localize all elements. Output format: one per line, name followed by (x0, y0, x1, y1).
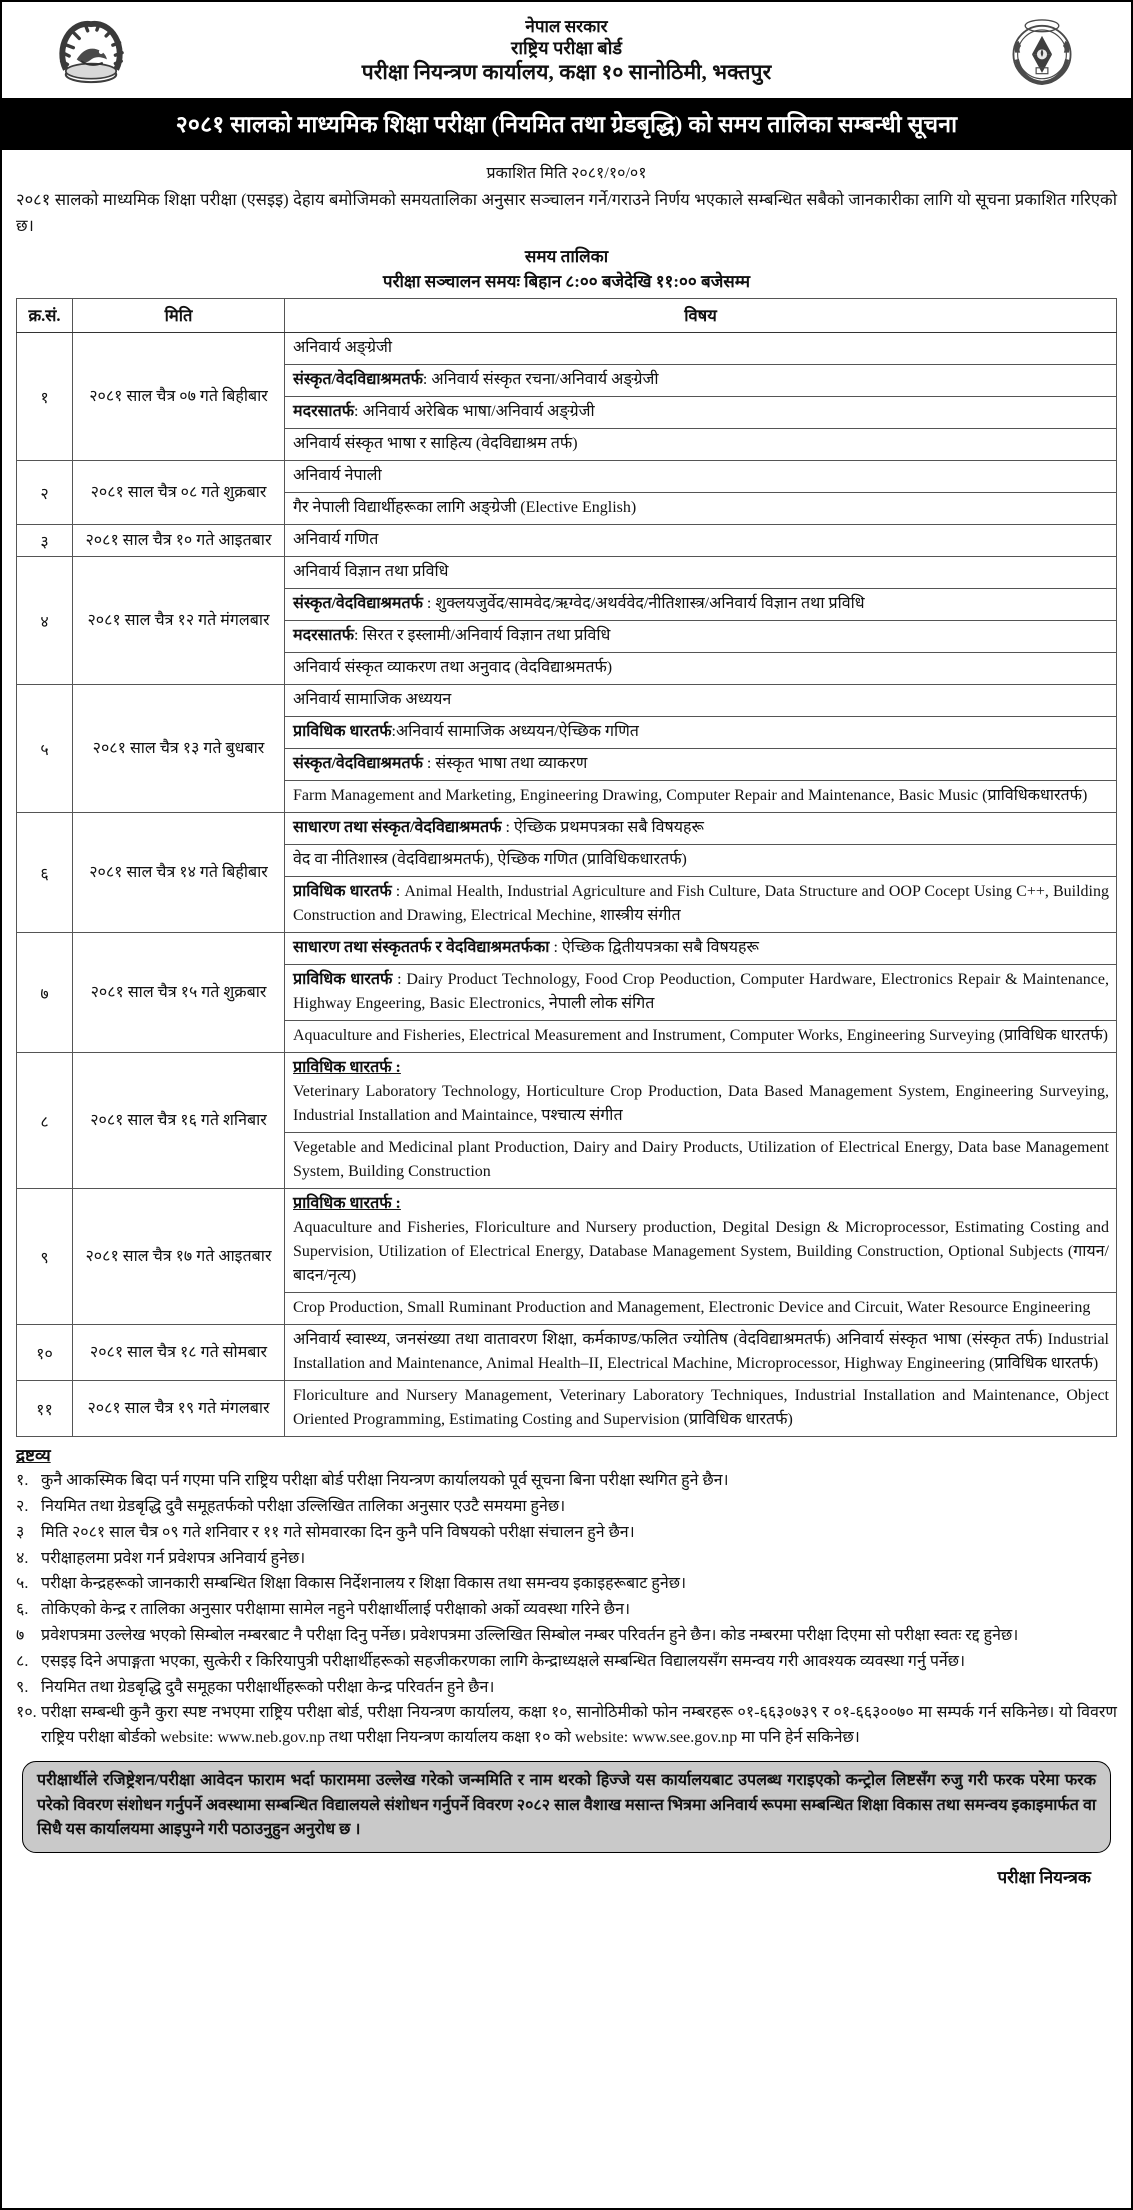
table-row (17, 525, 1117, 557)
subject-stream-label: मदरसातर्फ (293, 403, 355, 421)
cell-exam-date: २०८१ साल चैत्र ०७ गते बिहीबार (73, 333, 285, 461)
note-number: ६. (16, 1601, 29, 1619)
cell-serial-number: ६ (17, 813, 73, 933)
table-row (17, 557, 1117, 589)
cell-subject: संस्कृत/वेदविद्याश्रमतर्फ : शुक्लयजुर्वेद/सामवेद/ऋग्वेद/अथर्ववेद/नीतिशास्त्र/अनिवार्य विज्ञान तथा प्रविधि (285, 589, 1117, 621)
cell-subject: प्राविधिक धारतर्फ : Animal Health, Industrial Agriculture and Fish Culture, Data Structure and OOP Cocept Using C++, Building Construction and Drawing, Electrical Mechine, शास्त्रीय संगीत (285, 877, 1117, 933)
note-text: तोकिएको केन्द्र र तालिका अनुसार परीक्षामा सामेल नहुने परीक्षार्थीलाई परीक्षाको अर्को व्यवस्था गरिने छैन। (41, 1601, 631, 1619)
table-row (17, 1053, 1117, 1133)
note-text: नियमित तथा ग्रेडबृद्धि दुवै समूहतर्फको परीक्षा उल्लिखित तालिका अनुसार एउटै समयमा हुनेछ। (41, 1497, 566, 1515)
note-item (16, 1676, 1117, 1701)
subject-stream-label: संस्कृत/वेदविद्याश्रमतर्फ (293, 371, 423, 389)
notes-section (16, 1443, 1117, 1751)
exam-schedule-table (16, 298, 1117, 1437)
table-row (17, 333, 1117, 365)
note-number: ५. (16, 1575, 29, 1593)
cell-subject: अनिवार्य अङ्ग्रेजी (285, 333, 1117, 365)
cell-exam-date: २०८१ साल चैत्र १४ गते बिहीबार (73, 813, 285, 933)
note-text: प्रवेशपत्रमा उल्लेख भएको सिम्बोल नम्बरबाट नै परीक्षा दिनु पर्नेछ। प्रवेशपत्रमा उल्लिखित सिम्बोल नम्बर परिवर्तन हुने छैन। कोड नम्बरमा परीक्षा दिएमा सो परीक्षा स्वतः रद्द हुनेछ। (41, 1626, 1019, 1644)
note-item (16, 1624, 1117, 1649)
note-item (16, 1495, 1117, 1520)
subject-stream-label: प्राविधिक धारतर्फ : (293, 1059, 401, 1077)
note-text: नियमित तथा ग्रेडबृद्धि दुवै समूहका परीक्षार्थीहरूको परीक्षा केन्द्र परिवर्तन हुने छैन। (41, 1678, 495, 1696)
cell-subject: प्राविधिक धारतर्फ : Veterinary Laboratory Technology, Horticulture Crop Production, Data Based Management System, Engineering Surveying, Industrial Installation and Maintaince, पश्चात्य संगीत (285, 1053, 1117, 1133)
cell-subject: Vegetable and Medicinal plant Production, Dairy and Dairy Products, Utilization of Electrical Energy, Data base Management System, Building Construction (285, 1133, 1117, 1189)
cell-subject: प्राविधिक धारतर्फ:अनिवार्य सामाजिक अध्ययन/ऐच्छिक गणित (285, 717, 1117, 749)
notice-title-bar: २०८१ सालको माध्यमिक शिक्षा परीक्षा (नियमित तथा ग्रेडबृद्धि) को समय तालिका सम्बन्धी सूचना (2, 100, 1131, 150)
cell-serial-number: ४ (17, 557, 73, 685)
table-row (17, 685, 1117, 717)
subject-stream-label: प्राविधिक धारतर्फ (293, 723, 392, 741)
note-item (16, 1547, 1117, 1572)
subject-stream-label: प्राविधिक धारतर्फ (293, 883, 392, 901)
cell-subject: अनिवार्य स्वास्थ्य, जनसंख्या तथा वातावरण शिक्षा, कर्मकाण्ड/फलित ज्योतिष (वेदविद्याश्रमतर्फ) अनिवार्य संस्कृत भाषा (संस्कृत तर्फ) Industrial Installation and Maintenance, Animal Health–II, Electrical Machine, Microprocessor, Highway Engineering (प्राविधिक धारतर्फ) (285, 1325, 1117, 1381)
masthead-text (362, 15, 772, 85)
table-row (17, 1325, 1117, 1381)
note-item (16, 1650, 1117, 1675)
cell-serial-number: ३ (17, 525, 73, 557)
cell-subject: प्राविधिक धारतर्फ : Aquaculture and Fisheries, Floriculture and Nursery production, Degital Design & Microprocessor, Estimating Costing and Supervision, Utilization of Electrical Energy, Database Management System, Building Construction, Optional Subjects (गायन/बादन/नृत्य) (285, 1189, 1117, 1293)
subject-stream-label: प्राविधिक धारतर्फ : (293, 1195, 401, 1213)
cell-subject: अनिवार्य सामाजिक अध्ययन (285, 685, 1117, 717)
note-text: परीक्षा केन्द्रहरूको जानकारी सम्बन्धित शिक्षा विकास निर्देशनालय र शिक्षा विकास तथा समन्वय इकाइहरूबाट हुनेछ। (41, 1575, 687, 1593)
signoff-designation: परीक्षा नियन्त्रक (997, 1868, 1091, 1888)
cell-subject: साधारण तथा संस्कृततर्फ र वेदविद्याश्रमतर्फका : ऐच्छिक द्वितीयपत्रका सबै विषयहरू (285, 933, 1117, 965)
intro-paragraph: २०८१ सालको माध्यमिक शिक्षा परीक्षा (एसइइ) देहाय बमोजिमको समयतालिका अनुसार सञ्चालन गर्ने/गराउने निर्णय भएकाले सम्बन्धित सबैको जानकारीका लागि यो सूचना प्रकाशित गरिएको छ। (16, 190, 1117, 235)
cell-subject: गैर नेपाली विद्यार्थीहरूका लागि अङ्ग्रेजी (Elective English) (285, 493, 1117, 525)
national-examination-board-logo (999, 8, 1085, 94)
cell-subject: Floriculture and Nursery Management, Veterinary Laboratory Techniques, Industrial Installation and Maintenance, Object Oriented Programming, Estimating Costing and Supervision (प्राविधिक धारतर्फ) (285, 1381, 1117, 1437)
subject-stream-label: मदरसातर्फ (293, 627, 355, 645)
cell-exam-date: २०८१ साल चैत्र १२ गते मंगलबार (73, 557, 285, 685)
cell-subject: Crop Production, Small Ruminant Production and Management, Electronic Device and Circuit, Water Resource Engineering (285, 1293, 1117, 1325)
note-number: २. (16, 1497, 29, 1515)
note-number: ८. (16, 1652, 29, 1670)
note-text: एसइइ दिने अपाङ्गता भएका, सुत्केरी र किरियापुत्री परीक्षार्थीहरूको सहजीकरणका लागि केन्द्राध्यक्षले सम्बन्धित विद्यालयसँग समन्वय गरी आवश्यक व्यवस्था गर्नु पर्नेछ। (41, 1652, 966, 1670)
cell-subject: साधारण तथा संस्कृत/वेदविद्याश्रमतर्फ : ऐच्छिक प्रथमपत्रका सबै विषयहरू (285, 813, 1117, 845)
cell-exam-date: २०८१ साल चैत्र १६ गते शनिबार (73, 1053, 285, 1189)
cell-subject: Aquaculture and Fisheries, Electrical Measurement and Instrument, Computer Works, Engineering Surveying (प्राविधिक धारतर्फ) (285, 1021, 1117, 1053)
cell-subject: अनिवार्य विज्ञान तथा प्रविधि (285, 557, 1117, 589)
cell-serial-number: ८ (17, 1053, 73, 1189)
note-text: मिति २०८१ साल चैत्र ०९ गते शनिवार र ११ गते सोमवारका दिन कुनै पनि विषयको परीक्षा संचालन हुने छैन। (41, 1523, 635, 1541)
cell-serial-number: ७ (17, 933, 73, 1053)
cell-exam-date: २०८१ साल चैत्र १५ गते शुक्रबार (73, 933, 285, 1053)
column-header-sn: क्र.सं. (17, 299, 73, 333)
cell-exam-date: २०८१ साल चैत्र १९ गते मंगलबार (73, 1381, 285, 1437)
subject-stream-label: साधारण तथा संस्कृत/वेदविद्याश्रमतर्फ (293, 819, 502, 837)
table-row (17, 461, 1117, 493)
note-number: ३ (16, 1523, 25, 1541)
table-row (17, 1189, 1117, 1293)
cell-serial-number: २ (17, 461, 73, 525)
note-number: १०. (16, 1704, 37, 1722)
published-date: प्रकाशित मिति २०८१/१०/०१ (486, 165, 647, 182)
note-item (16, 1701, 1117, 1751)
cell-subject: अनिवार्य संस्कृत व्याकरण तथा अनुवाद (वेदविद्याश्रमतर्फ) (285, 653, 1117, 685)
column-header-subject: विषय (285, 299, 1117, 333)
government-name: नेपाल सरकार (525, 16, 608, 36)
cell-exam-date: २०८१ साल चैत्र ०८ गते शुक्रबार (73, 461, 285, 525)
note-text: कुनै आकस्मिक बिदा पर्न गएमा पनि राष्ट्रिय परीक्षा बोर्ड परीक्षा नियन्त्रण कार्यालयको पूर्व सूचना बिना परीक्षा स्थगित हुने छैन। (41, 1472, 729, 1490)
note-item (16, 1521, 1117, 1546)
correction-notice-box: परीक्षार्थीले रजिष्ट्रेशन/परीक्षा आवेदन फाराम भर्दा फाराममा उल्लेख गरेको जन्ममिति र नाम थरको हिज्जे यस कार्यालयबाट उपलब्ध गराइएको कन्ट्रोल लिष्टसँग रुजु गरी फरक परेमा फरक परेको विवरण संशोधन गर्नुपर्ने अवस्थामा सम्बन्धित विद्यालयले संशोधन गर्नुपर्ने विवरण २०८२ साल वैशाख मसान्त भित्रमा अनिवार्य रूपमा सम्बन्धित शिक्षा विकास तथा समन्वय इकाइमार्फत वा सिधै यस कार्यालयमा आइपुग्ने गरी पठाउनुहुन अनुरोध छ । (22, 1761, 1111, 1853)
cell-subject: मदरसातर्फ: सिरत र इस्लामी/अनिवार्य विज्ञान तथा प्रविधि (285, 621, 1117, 653)
cell-subject: संस्कृत/वेदविद्याश्रमतर्फ: अनिवार्य संस्कृत रचना/अनिवार्य अङ्ग्रेजी (285, 365, 1117, 397)
note-number: ४. (16, 1549, 29, 1567)
cell-exam-date: २०८१ साल चैत्र १३ गते बुधबार (73, 685, 285, 813)
cell-subject: संस्कृत/वेदविद्याश्रमतर्फ : संस्कृत भाषा तथा व्याकरण (285, 749, 1117, 781)
schedule-time: परीक्षा सञ्चालन समयः बिहान ८:०० बजेदेखि ११:०० बजेसम्म (382, 272, 751, 292)
note-text: परीक्षाहलमा प्रवेश गर्न प्रवेशपत्र अनिवार्य हुनेछ। (41, 1549, 306, 1567)
office-name: परीक्षा नियन्त्रण कार्यालय, कक्षा १० सानोठिमी, भक्तपुर (361, 59, 772, 84)
schedule-heading: समय तालिका (524, 247, 609, 267)
cell-serial-number: ५ (17, 685, 73, 813)
cell-serial-number: ९ (17, 1189, 73, 1325)
cell-exam-date: २०८१ साल चैत्र १७ गते आइतबार (73, 1189, 285, 1325)
cell-subject: अनिवार्य गणित (285, 525, 1117, 557)
table-row (17, 813, 1117, 845)
note-number: ७ (16, 1626, 25, 1644)
subject-stream-label: संस्कृत/वेदविद्याश्रमतर्फ (293, 595, 423, 613)
board-name: राष्ट्रिय परीक्षा बोर्ड (510, 37, 622, 58)
notes-heading: द्रष्टव्य (16, 1446, 51, 1466)
cell-subject: अनिवार्य नेपाली (285, 461, 1117, 493)
cell-subject: मदरसातर्फ: अनिवार्य अरेबिक भाषा/अनिवार्य अङ्ग्रेजी (285, 397, 1117, 429)
cell-exam-date: २०८१ साल चैत्र १८ गते सोमबार (73, 1325, 285, 1381)
column-header-date: मिति (73, 299, 285, 333)
cell-exam-date: २०८१ साल चैत्र १० गते आइतबार (73, 525, 285, 557)
cell-subject: वेद वा नीतिशास्त्र (वेदविद्याश्रमतर्फ), ऐच्छिक गणित (प्राविधिकधारतर्फ) (285, 845, 1117, 877)
notice-body (2, 150, 1131, 1888)
note-number: ९. (16, 1678, 29, 1696)
note-item (16, 1572, 1117, 1597)
cell-subject: अनिवार्य संस्कृत भाषा र साहित्य (वेदविद्याश्रम तर्फ) (285, 429, 1117, 461)
note-item (16, 1598, 1117, 1623)
cell-serial-number: ११ (17, 1381, 73, 1437)
subject-stream-label: साधारण तथा संस्कृततर्फ र वेदविद्याश्रमतर्फका (293, 939, 550, 957)
note-number: १. (16, 1472, 29, 1490)
cell-serial-number: १० (17, 1325, 73, 1381)
subject-stream-label: प्राविधिक धारतर्फ (293, 971, 393, 989)
table-header-row (17, 299, 1117, 333)
nepal-government-emblem (48, 8, 134, 94)
table-row (17, 933, 1117, 965)
subject-stream-label: संस्कृत/वेदविद्याश्रमतर्फ (293, 755, 423, 773)
cell-subject: प्राविधिक धारतर्फ : Dairy Product Technology, Food Crop Peoduction, Computer Hardware, Electronics Repair & Maintenance, Highway Engeering, Basic Electronics, नेपाली लोक संगित (285, 965, 1117, 1021)
note-text: परीक्षा सम्बन्धी कुनै कुरा स्पष्ट नभएमा राष्ट्रिय परीक्षा बोर्ड, परीक्षा नियन्त्रण कार्यालय, कक्षा १०, सानोठिमीको फोन नम्बरहरू ०१-६६३०७३९ र ०१-६६३००७० मा सम्पर्क गर्न सकिनेछ। यो विवरण राष्ट्रिय परीक्षा बोर्डको website: www.neb.gov.np तथा परीक्षा नियन्त्रण कार्यालय कक्षा १० को website: www.see.gov.np मा पनि हेर्न सकिनेछ। (41, 1704, 1117, 1747)
cell-subject: Farm Management and Marketing, Engineering Drawing, Computer Repair and Maintenance, Basic Music (प्राविधिकधारतर्फ) (285, 781, 1117, 813)
table-row (17, 1381, 1117, 1437)
cell-serial-number: १ (17, 333, 73, 461)
note-item (16, 1469, 1117, 1494)
masthead (2, 2, 1131, 100)
